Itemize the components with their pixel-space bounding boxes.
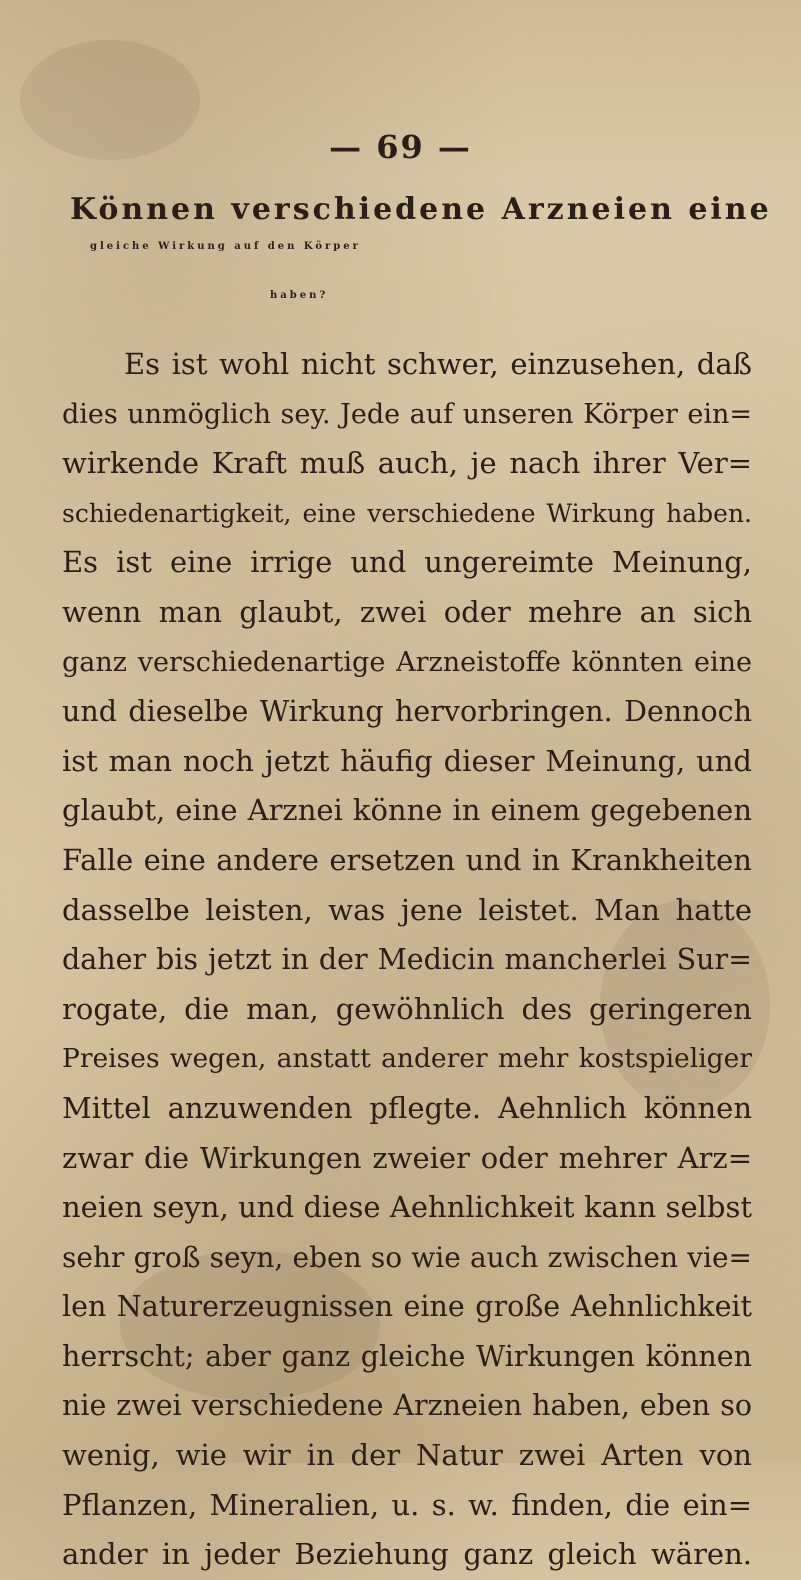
text-line: Mittel anzuwenden pflegte. Aehnlich können — [62, 1090, 752, 1125]
text-line: zwar die Wirkungen zweier oder mehrer Arz= — [62, 1140, 752, 1175]
text-line: wenn man glaubt, zwei oder mehre an sich — [62, 594, 752, 629]
text-line: Preises wegen, anstatt anderer mehr kostspieliger — [62, 1043, 752, 1075]
text-line: ist man noch jetzt häufig dieser Meinung, und — [62, 743, 752, 778]
text-line: len Naturerzeugnissen eine große Aehnlichkeit — [62, 1290, 752, 1324]
text-line: Pflanzen, Mineralien, u. s. w. finden, die ein= — [62, 1487, 752, 1522]
text-line: herrscht; aber ganz gleiche Wirkungen können — [62, 1339, 752, 1373]
text-line: ganz verschiedenartige Arzneistoffe könnten eine — [62, 646, 752, 678]
text-line: sehr groß seyn, eben so wie auch zwischen vie= — [62, 1240, 752, 1274]
text-line: glaubt, eine Arznei könne in einem gegebenen — [62, 793, 752, 828]
text-line: nie zwei verschiedene Arzneien haben, eben so — [62, 1389, 752, 1423]
text-line: Es ist eine irrige und ungereimte Meinung, — [62, 545, 752, 580]
chapter-heading-line-2: gleiche Wirkung auf den Körper — [90, 241, 361, 252]
text-line: neien seyn, und diese Aehnlichkeit kann selbst — [62, 1190, 752, 1225]
text-line: und dieselbe Wirkung hervorbringen. Dennoch — [62, 695, 752, 729]
body-paragraph — [62, 340, 752, 1580]
text-line: Falle eine andere ersetzen und in Krankheiten — [62, 842, 752, 877]
text-line: wirkende Kraft muß auch, je nach ihrer Ver= — [62, 446, 752, 481]
text-line: schiedenartigkeit, eine verschiedene Wirkung haben. — [62, 498, 752, 528]
text-line: dasselbe leisten, was jene leistet. Man hatte — [62, 892, 752, 927]
text-line: ander in jeder Beziehung ganz gleich wären. — [62, 1537, 752, 1572]
text-line: wenig, wie wir in der Natur zwei Arten von — [62, 1438, 752, 1473]
text-line: rogate, die man, gewöhnlich des geringeren — [62, 991, 752, 1026]
chapter-heading-line-1: Können verschiedene Arzneien eine — [70, 192, 772, 227]
text-line: daher bis jetzt in der Medicin mancherlei Sur= — [62, 943, 752, 977]
text-line: dies unmöglich sey. Jede auf unseren Körper ein= — [62, 398, 752, 430]
chapter-heading-line-3: haben? — [270, 290, 329, 301]
text-line: Es ist wohl nicht schwer, einzusehen, daß — [124, 347, 752, 381]
page-number: — 69 — — [329, 128, 472, 166]
